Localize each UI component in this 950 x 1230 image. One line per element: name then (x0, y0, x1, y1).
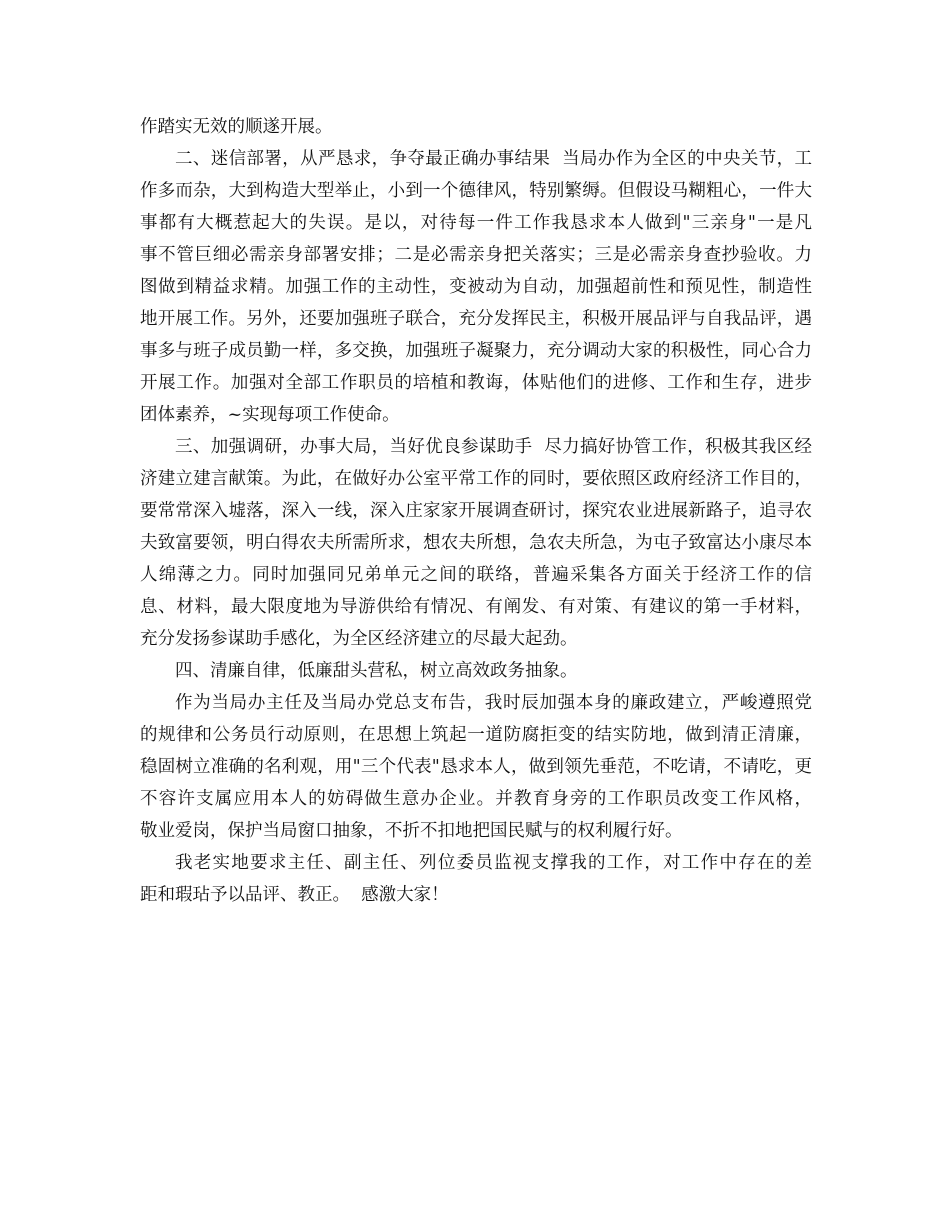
text-line: 要常常深入墟落，深入一线，深入庄家家开展调查研讨，探究农业进展新路子，追寻农 (140, 501, 812, 521)
text-line: 息、材料，最大限度地为导游供给有情况、有阐发、有对策、有建议的第一手材料， (140, 597, 812, 617)
text-line: 作多而杂，大到构造大型举止，小到一个德律风，特别繁缛。但假设马糊粗心，一件大 (140, 181, 812, 201)
text-line: 我老实地要求主任、副主任、列位委员监视支撑我的工作，对工作中存在的差 (175, 853, 812, 873)
text-line: 地开展工作。另外，还要加强班子联合，充分发挥民主，积极开展品评与自我品评，遇 (140, 309, 812, 329)
text-line: 距和瑕玷予以品评、教正。 感激大家！ (140, 885, 449, 905)
text-line: 三、加强调研，办事大局，当好优良参谋助手 尽力搞好协管工作，积极其我区经 (175, 437, 812, 457)
text-line: 济建立建言献策。为此，在做好办公室平常工作的同时，要依照区政府经济工作目的， (140, 469, 812, 489)
document-body (140, 111, 812, 911)
text-line: 敬业爱岗，保护当局窗口抽象，不折不扣地把国民赋与的权利履行好。 (140, 821, 683, 841)
text-line: 事都有大概惹起大的失误。是以，对待每一件工作我恳求本人做到"三亲身"一是凡 (140, 213, 812, 233)
text-line: 事不管巨细必需亲身部署安排；二是必需亲身把关落实；三是必需亲身查抄验收。力 (140, 245, 812, 265)
text-line: 人绵薄之力。同时加强同兄弟单元之间的联络，普遍采集各方面关于经济工作的信 (140, 565, 812, 585)
text-line: 不容许支属应用本人的妨碍做生意办企业。并教育身旁的工作职员改变工作风格， (140, 789, 812, 809)
section-heading: 四、清廉自律，低廉甜头营私，树立高效政务抽象。 (175, 661, 578, 681)
text-line: 夫致富要领，明白得农夫所需所求，想农夫所想，急农夫所急，为屯子致富达小康尽本 (140, 533, 812, 553)
text-line: 开展工作。加强对全部工作职员的培植和教诲，体贴他们的进修、工作和生存，进步 (140, 373, 812, 393)
text-line: 作为当局办主任及当局办党总支布告，我时辰加强本身的廉政建立，严峻遵照党 (175, 693, 812, 713)
text-line: 事多与班子成员勤一样，多交换，加强班子凝聚力，充分调动大家的积极性，同心合力 (140, 341, 812, 361)
text-line: 充分发扬参谋助手感化，为全区经济建立的尽最大起劲。 (140, 629, 578, 649)
text-line: 作踏实无效的顺遂开展。 (140, 117, 333, 137)
text-line: 团体素养，~实现每项工作使命。 (140, 405, 400, 425)
text-line: 图做到精益求精。加强工作的主动性，变被动为自动，加强超前性和预见性，制造性 (140, 277, 812, 297)
text-line: 二、迷信部署，从严恳求，争夺最正确办事结果 当局办作为全区的中央关节，工 (175, 149, 812, 169)
text-line: 稳固树立准确的名利观，用"三个代表"恳求本人，做到领先垂范，不吃请，不请吃，更 (140, 757, 812, 777)
text-line: 的规律和公务员行动原则，在思想上筑起一道防腐拒变的结实防地，做到清正清廉， (140, 725, 812, 745)
